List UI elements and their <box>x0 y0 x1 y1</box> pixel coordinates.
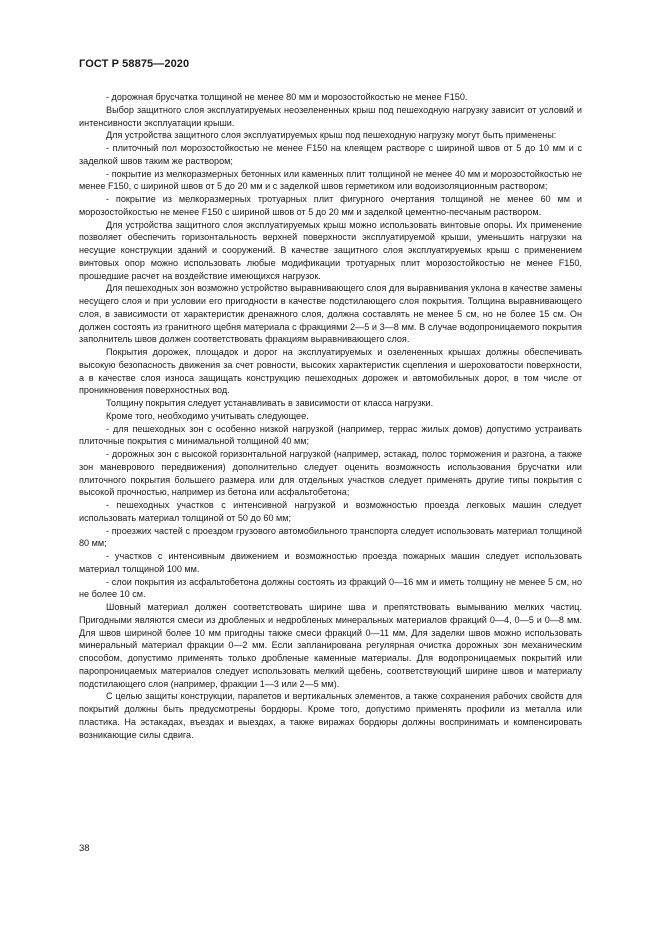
list-item: - для пешеходных зон с особенно низкой нагрузкой (например, террас жилых домов) допустимо устраивать плиточные покрытия с минимальной толщиной 40 мм; <box>79 423 582 447</box>
document-header: ГОСТ Р 58875—2020 <box>79 58 190 70</box>
list-item: - участков с интенсивным движением и возможностью проезда пожарных машин следует использовать материал толщиной 100 мм. <box>79 551 582 574</box>
paragraph: Шовный материал должен соответствовать ширине шва и препятствовать вымыванию мелких частиц. Пригодными являются смеси из дробленых и недробленых минеральных материалов фракций 0—4, 0—5 и 0—8 мм. Для швов шириной более 10 мм пригодны также смеси фракций 0—11 мм. Для заделки швов можно использовать минеральный материал фракции 0—2 мм. Если запланирована регулярная очистка дорожных зон механическим способом, допустимо применять только дробленые каменные материалы. Для водопроницаемых покрытий или паропроницаемых материалов следует использовать мелкий щебень, соответствующий ширине швов и материалу подстилающего слоя (например, фракции 1—3 или 2—5 мм). <box>79 602 582 689</box>
list-item: - проезжих частей с проездом грузового автомобильного транспорта следует использовать материал толщиной 80 мм; <box>79 525 582 549</box>
document-body <box>79 91 582 741</box>
paragraph: Кроме того, необходимо учитывать следующее. <box>106 410 309 421</box>
list-item: - покрытие из мелкоразмерных бетонных или каменных плит толщиной не менее 40 мм и морозостойкостью не менее F150, с шириной швов от 5 до 20 мм и с заделкой швов герметиком или водоизоляционным раствором; <box>79 168 582 192</box>
paragraph: - дорожная брусчатка толщиной не менее 80 мм и морозостойкостью не менее F150. <box>106 92 468 102</box>
paragraph: Толщину покрытия следует устанавливать в зависимости от класса нагрузки. <box>106 398 434 408</box>
paragraph: Выбор защитного слоя эксплуатируемых неозелененных крыш под пешеходную нагрузку зависит от условий и интенсивности эксплуатации крыши. <box>79 104 582 128</box>
paragraph: Для устройства защитного слоя эксплуатируемых крыш можно использовать винтовые опоры. Их применение позволяет обеспечить горизонтальность верхней поверхности эксплуатируемой крыши, уменьшить нагрузки на несущие конструкции зданий и сооружений. В качестве защитного слоя эксплуатируемых крыш с применением винтовых опор можно использовать любые модификации тротуарных плит морозостойкостью не менее F150, прошедшие расчет на воздействие имеющихся нагрузок. <box>79 219 582 281</box>
paragraph: Для устройства защитного слоя эксплуатируемых крыш под пешеходную нагрузку могут быть применены: <box>106 130 557 141</box>
list-item: - покрытие из мелкоразмерных тротуарных плит фигурного очертания толщиной не менее 60 мм и морозостойкостью не менее F150 с шириной швов от 5 до 20 мм и заделкой цементно-песчаным раствором. <box>79 194 582 217</box>
page-number: 38 <box>79 843 90 854</box>
list-item: - слои покрытия из асфальтобетона должны состоять из фракций 0—16 мм и иметь толщину не менее 5 см, но не более 10 см. <box>79 576 582 600</box>
paragraph: С целью защиты конструкции, парапетов и вертикальных элементов, а также сохранения рабочих свойств для покрытий должны быть предусмотрены бордюры. Кроме того, допустимо применять профили из металла или пластика. На эстакадах, въездах и выездах, а также виражах бордюры должны воспринимать и компенсировать возникающие силы сдвига. <box>79 691 582 740</box>
paragraph: Покрытия дорожек, площадок и дорог на эксплуатируемых и озелененных крышах должны обеспечивать высокую безопасность движения за счет ровности, высоких характеристик сцепления и шероховатости поверхности, а в качестве слоя износа защищать конструкцию пешеходных дорожек и автомобильных дорог, в том числе от проникновения поверхностных вод. <box>79 347 582 396</box>
list-item: - дорожных зон с высокой горизонтальной нагрузкой (например, эстакад, полос торможения и разгона, а также зон маневрового передвижения) дополнительно следует оценить возможность использования брусчатки или плиточного покрытия большего размера или для отдельных участков следует применять другие типы покрытия с высокой прочностью, например из бетона или асфальтобетона; <box>79 449 582 498</box>
list-item: - плиточный пол морозостойкостью не менее F150 на клеящем растворе с шириной швов от 5 до 10 мм и с заделкой швов таким же раствором; <box>79 143 582 166</box>
paragraph: Для пешеходных зон возможно устройство выравнивающего слоя для выравнивания уклона в качестве замены несущего слоя и при условии его пригодности в качестве подстилающего слоя покрытия. Толщина выравнивающего слоя, в зависимости от характеристик дренажного слоя, должна составлять не менее 5 см, но не более 15 см. Он должен состоять из гранитного щебня материала с фракциями 2—5 и 3—8 мм. В случае водопроницаемого покрытия заполнитель швов должен соответствовать фракциям выравнивающего слоя. <box>79 283 582 345</box>
list-item: - пешеходных участков с интенсивной нагрузкой и возможностью проезда легковых машин следует использовать материал толщиной от 50 до 60 мм; <box>79 500 582 523</box>
